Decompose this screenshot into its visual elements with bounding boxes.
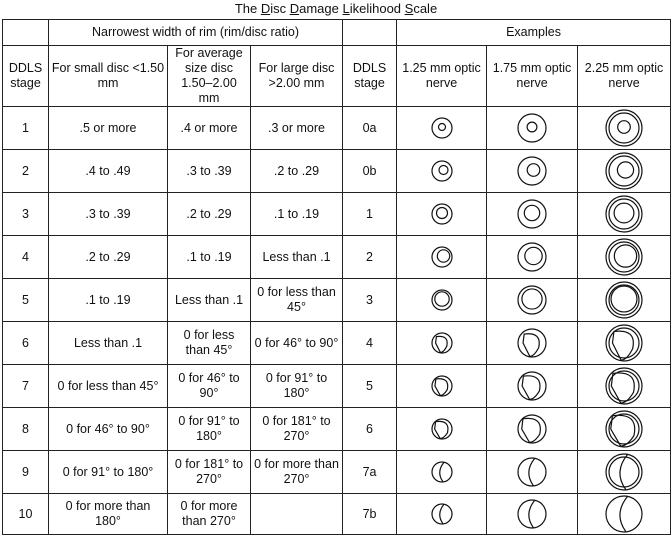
optic-disc-drawing [420,409,464,449]
title-text: The [234,1,261,16]
ddls-table [2,19,671,535]
example-225-cell [578,365,671,408]
optic-disc-drawing [602,452,646,492]
example-175-cell [487,193,578,236]
optic-disc-drawing [420,237,464,277]
example-125-cell [397,494,487,535]
example-125-cell [397,107,487,150]
cell-large-disc: 0 for 46° to 90° [251,322,343,365]
table-body [3,107,671,535]
table-row [3,408,671,451]
cell-average-disc: .4 or more [168,107,251,150]
title-initial: L [342,1,350,16]
cell-average-disc: 0 for 181° to 270° [168,451,251,494]
optic-disc-drawing [510,280,554,320]
example-175-cell [487,107,578,150]
example-225-cell [578,107,671,150]
cell-ddls-stage: 6 [3,322,49,365]
cell-large-disc: .3 or more [251,107,343,150]
cell-small-disc: .1 to .19 [49,279,168,322]
title-initial: S [404,1,414,16]
header-example-225: 2.25 mm optic nerve [578,46,671,107]
cell-small-disc: 0 for 91° to 180° [49,451,168,494]
cell-ddls-stage-2: 6 [343,408,397,451]
optic-disc-drawing [602,409,646,449]
example-225-cell [578,279,671,322]
example-225-cell [578,193,671,236]
optic-disc-drawing [602,323,646,363]
table-row [3,322,671,365]
optic-disc-drawing [420,194,464,234]
cell-small-disc: 0 for less than 45° [49,365,168,408]
example-175-cell [487,408,578,451]
optic-disc-drawing [510,494,554,534]
optic-disc-drawing [420,366,464,406]
optic-disc-drawing [510,323,554,363]
table-row [3,365,671,408]
optic-disc-drawing [420,108,464,148]
cell-average-disc: 0 for more than 270° [168,494,251,535]
example-175-cell [487,494,578,535]
example-225-cell [578,322,671,365]
title-text: cale [413,1,438,16]
cell-average-disc: 0 for 91° to 180° [168,408,251,451]
example-225-cell [578,150,671,193]
cell-small-disc: .5 or more [49,107,168,150]
example-175-cell [487,365,578,408]
cell-ddls-stage-2: 0b [343,150,397,193]
optic-disc-drawing [420,452,464,492]
cell-average-disc: Less than .1 [168,279,251,322]
header-large-disc: For large disc >2.00 mm [251,46,343,107]
table-row [3,279,671,322]
header-example-175: 1.75 mm optic nerve [487,46,578,107]
cell-ddls-stage: 1 [3,107,49,150]
cell-ddls-stage-2: 7a [343,451,397,494]
table-row [3,236,671,279]
header-ddls-stage-2: DDLS stage [343,46,397,107]
optic-disc-drawing [602,280,646,320]
cell-large-disc [251,494,343,535]
optic-disc-drawing [510,452,554,492]
optic-disc-drawing [510,108,554,148]
cell-small-disc: .2 to .29 [49,236,168,279]
cell-large-disc: Less than .1 [251,236,343,279]
example-225-cell [578,451,671,494]
optic-disc-drawing [602,194,646,234]
cell-large-disc: .1 to .19 [251,193,343,236]
example-175-cell [487,236,578,279]
header-ddls-stage: DDLS stage [3,46,49,107]
cell-large-disc: 0 for 181° to 270° [251,408,343,451]
cell-ddls-stage-2: 4 [343,322,397,365]
header-corner [3,20,49,46]
title-text: amage [299,1,343,16]
example-125-cell [397,365,487,408]
cell-ddls-stage-2: 2 [343,236,397,279]
title-text: isc [270,1,290,16]
example-225-cell [578,408,671,451]
example-175-cell [487,451,578,494]
cell-average-disc: .3 to .39 [168,150,251,193]
header-examples-group: Examples [397,20,671,46]
optic-disc-drawing [420,151,464,191]
cell-average-disc: .1 to .19 [168,236,251,279]
cell-ddls-stage: 9 [3,451,49,494]
cell-ddls-stage-2: 7b [343,494,397,535]
example-175-cell [487,150,578,193]
optic-disc-drawing [602,366,646,406]
header-blank [343,20,397,46]
header-small-disc: For small disc <1.50 mm [49,46,168,107]
cell-small-disc: .4 to .49 [49,150,168,193]
optic-disc-drawing [510,366,554,406]
cell-ddls-stage: 2 [3,150,49,193]
cell-average-disc: 0 for 46° to 90° [168,365,251,408]
cell-ddls-stage: 3 [3,193,49,236]
example-125-cell [397,322,487,365]
example-125-cell [397,193,487,236]
table-row [3,451,671,494]
optic-disc-drawing [602,237,646,277]
example-125-cell [397,150,487,193]
cell-small-disc: .3 to .39 [49,193,168,236]
optic-disc-drawing [602,108,646,148]
cell-ddls-stage: 4 [3,236,49,279]
title-initial: D [289,1,300,16]
example-225-cell [578,494,671,535]
cell-ddls-stage-2: 5 [343,365,397,408]
cell-large-disc: 0 for 91° to 180° [251,365,343,408]
optic-disc-drawing [602,494,646,534]
example-175-cell [487,322,578,365]
example-125-cell [397,279,487,322]
cell-small-disc: Less than .1 [49,322,168,365]
header-rim-group: Narrowest width of rim (rim/disc ratio) [49,20,343,46]
optic-disc-drawing [510,237,554,277]
title-text: ikelihood [349,1,405,16]
optic-disc-drawing [510,151,554,191]
header-average-disc: For average size disc 1.50–2.00 mm [168,46,251,107]
table-row [3,193,671,236]
example-125-cell [397,236,487,279]
cell-large-disc: 0 for more than 270° [251,451,343,494]
optic-disc-drawing [510,194,554,234]
table-row [3,107,671,150]
table-row [3,494,671,535]
optic-disc-drawing [420,494,464,534]
optic-disc-drawing [420,323,464,363]
cell-ddls-stage: 8 [3,408,49,451]
cell-large-disc: .2 to .29 [251,150,343,193]
title-initial: D [260,1,271,16]
cell-ddls-stage: 5 [3,279,49,322]
optic-disc-drawing [420,280,464,320]
cell-ddls-stage: 7 [3,365,49,408]
cell-average-disc: 0 for less than 45° [168,322,251,365]
optic-disc-drawing [602,151,646,191]
cell-small-disc: 0 for 46° to 90° [49,408,168,451]
cell-ddls-stage-2: 1 [343,193,397,236]
example-225-cell [578,236,671,279]
cell-large-disc: 0 for less than 45° [251,279,343,322]
table-title [0,0,672,18]
example-175-cell [487,279,578,322]
cell-average-disc: .2 to .29 [168,193,251,236]
cell-ddls-stage-2: 0a [343,107,397,150]
header-example-125: 1.25 mm optic nerve [397,46,487,107]
cell-ddls-stage: 10 [3,494,49,535]
cell-small-disc: 0 for more than 180° [49,494,168,535]
cell-ddls-stage-2: 3 [343,279,397,322]
example-125-cell [397,408,487,451]
table-row [3,150,671,193]
example-125-cell [397,451,487,494]
optic-disc-drawing [510,409,554,449]
